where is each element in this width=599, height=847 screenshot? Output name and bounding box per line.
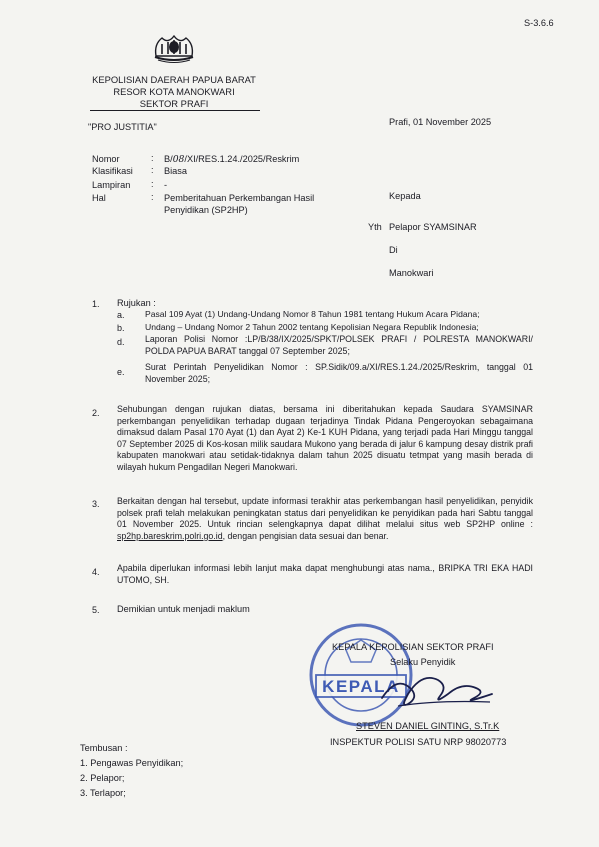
signature-role: Selaku Penyidik	[390, 657, 456, 667]
section-number-3: 3.	[92, 499, 100, 509]
ref-letter: e.	[117, 367, 125, 377]
colon: :	[151, 179, 154, 189]
klasifikasi-value: Biasa	[164, 166, 187, 176]
section-number-4: 4.	[92, 567, 100, 577]
ref-item: Undang – Undang Nomor 2 Tahun 2002 tentang Kepolisian Negara Republik Indonesia;	[145, 322, 479, 332]
ref-item: Surat Perintah Penyelidikan Nomor : SP.Sidik/09.a/XI/RES.1.24./2025/Reskrim, tanggal 01 November 2025;	[145, 362, 533, 384]
section-number-2: 2.	[92, 408, 100, 418]
document-code: S-3.6.6	[524, 18, 554, 28]
paragraph-3-text: Berkaitan dengan hal tersebut, update informasi terakhir atas perkembangan hasil penyelidikan, penyidik polsek prafi telah melakukan peningkatan status dari penyelidikan ke penyidikan pada hari Sabtu tanggal 01 November 2025. Untuk rincian selengkapnya dapat dilihat melalui situs web SP2HP online :	[117, 496, 533, 530]
header-underline	[90, 110, 260, 111]
tembusan-item: 3. Terlapor;	[80, 788, 126, 798]
pro-justitia: "PRO JUSTITIA"	[88, 122, 157, 132]
hal-label: Hal	[92, 193, 106, 203]
colon: :	[151, 165, 154, 175]
section-number-5: 5.	[92, 605, 100, 615]
hal-value-1: Pemberitahuan Perkembangan Hasil	[164, 193, 315, 203]
colon: :	[151, 192, 154, 202]
nomor-rest: /XI/RES.1.24./2025/Reskrim	[184, 154, 300, 164]
nomor-label: Nomor	[92, 154, 120, 164]
recipient-name: Pelapor SYAMSINAR	[389, 222, 477, 232]
ref-item: Pasal 109 Ayat (1) Undang-Undang Nomor 8 Tahun 1981 tentang Hukum Acara Pidana;	[145, 309, 480, 319]
sp2hp-link[interactable]: sp2hp.bareskrim.polri.go.id	[117, 530, 223, 541]
paragraph-3	[117, 496, 533, 542]
ref-letter: b.	[117, 323, 125, 333]
hal-value-2: Penyidikan (SP2HP)	[164, 205, 248, 215]
tembusan-item: 1. Pengawas Penyidikan;	[80, 758, 184, 768]
colon: :	[151, 153, 154, 163]
lampiran-label: Lampiran	[92, 180, 131, 190]
lampiran-value: -	[164, 180, 168, 190]
recipient-city: Manokwari	[389, 268, 434, 278]
header-line-1: KEPOLISIAN DAERAH PAPUA BARAT	[92, 74, 256, 85]
klasifikasi-label: Klasifikasi	[92, 166, 133, 176]
kepada-label: Kepada	[389, 191, 421, 201]
ref-letter: a.	[117, 310, 125, 320]
signatory-name: STEVEN DANIEL GINTING, S.Tr.K	[356, 721, 500, 731]
signature-title: KEPALA KEPOLISIAN SEKTOR PRAFI	[332, 642, 494, 652]
header-line-2: RESOR KOTA MANOKWARI	[113, 86, 235, 97]
handwritten-signature-icon	[378, 664, 498, 714]
paragraph-2: Sehubungan dengan rujukan diatas, bersama ini diberitahukan kepada Saudara SYAMSINAR perkembangan penyelidikan terhadap dugaan terjadinya Tindak Pidana Pengeroyokan sebagaimana dimaksud dalam Pasal 170 Ayat (1) dan Ayat 2) Ke-1 KUH Pidana, yang terjadi pada Hari Minggu tanggal 07 September 2025 di Kos-kosan milik saudara Mukono yang berada di jalur 6 kampung desay distrik prafi kabupaten manokwari atau setidak-tidaknya dalam tahun 2025 disuatu tetmpat yang masih berada di wilayah hukum Pengadilan Negeri Manokwari.	[117, 404, 533, 472]
yth-label: Yth	[368, 222, 382, 232]
recipient-di: Di	[389, 245, 398, 255]
signatory-rank: INSPEKTUR POLISI SATU NRP 98020773	[330, 737, 507, 747]
nomor-handwritten: 08	[172, 154, 185, 165]
section-number-1: 1.	[92, 299, 100, 309]
nomor-prefix: B/	[164, 154, 173, 164]
stamp-text: KEPALA	[322, 677, 400, 696]
tembusan-label: Tembusan :	[80, 743, 128, 753]
paragraph-5: Demikian untuk menjadi maklum	[117, 604, 250, 614]
paragraph-4: Apabila diperlukan informasi lebih lanjut maka dapat menghubungi atas nama., BRIPKA TRI EKA HADI UTOMO, SH.	[117, 563, 533, 585]
paragraph-3-end: , dengan pengisian data sesuai dan benar.	[222, 530, 389, 541]
police-emblem-icon	[150, 30, 198, 64]
header-line-3: SEKTOR PRAFI	[139, 98, 209, 109]
rujukan-label: Rujukan :	[117, 298, 156, 308]
tembusan-item: 2. Pelapor;	[80, 773, 125, 783]
place-date: Prafi, 01 November 2025	[389, 117, 492, 127]
ref-item: Laporan Polisi Nomor :LP/B/38/IX/2025/SPKT/POLSEK PRAFI / POLRESTA MANOKWARI/ POLDA PAPUA BARAT tanggal 07 September 2025;	[145, 334, 533, 356]
ref-letter: d.	[117, 337, 125, 347]
